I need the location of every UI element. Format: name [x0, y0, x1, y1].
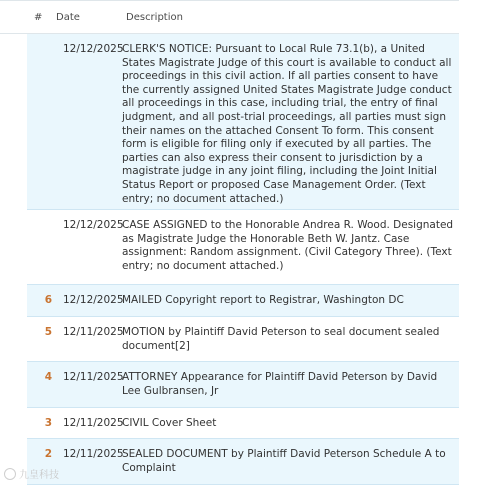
table-row [27, 34, 459, 210]
entry-description: CLERK'S NOTICE: Pursuant to Local Rule 73.1(b), a United States Magistrate Judge of this court is available to conduct all proceedings in this civil action. If all parties consent to have the currently assigned United States Magistrate Judge conduct all proceedings in this case, including trial, the entry of final judgment, and all post-trial proceedings, all parties must sign their names on the attached Consent To form. This consent form is eligible for filing only if executed by all parties. The parties can also express their consent to jurisdiction by a magistrate judge in any joint filing, including the Joint Initial Status Report or proposed Case Management Order. (Text entry; no document attached.) [122, 43, 452, 205]
column-header-description: Description [126, 12, 183, 23]
watermark-text: 九皇科技 [19, 470, 59, 481]
entry-date: 12/11/2025 [63, 371, 124, 383]
table-row [27, 362, 459, 408]
table-row [27, 210, 459, 285]
entry-date: 12/12/2025 [63, 43, 124, 55]
entry-number: 3 [44, 417, 52, 429]
watermark-logo-icon [4, 468, 16, 480]
entry-description: MAILED Copyright report to Registrar, Washington DC [122, 294, 404, 306]
watermark [4, 466, 59, 481]
column-header-number: # [34, 12, 43, 23]
entry-date: 12/11/2025 [63, 417, 124, 429]
entry-date: 12/11/2025 [63, 326, 124, 338]
entry-number: 4 [44, 371, 52, 383]
entry-description: SEALED DOCUMENT by Plaintiff David Peterson Schedule A to Complaint [122, 448, 446, 474]
entry-number: 5 [44, 326, 52, 338]
entry-date: 12/12/2025 [63, 294, 124, 306]
table-row [27, 408, 459, 439]
entry-description: CASE ASSIGNED to the Honorable Andrea R. Wood. Designated as Magistrate Judge the Honorable Beth W. Jantz. Case assignment: Random assignment. (Civil Category Three). (Text entry; no document attached.) [122, 219, 454, 272]
entry-number: 6 [44, 294, 52, 306]
entry-description: MOTION by Plaintiff David Peterson to seal document sealed document[2] [122, 326, 440, 352]
entry-description: ATTORNEY Appearance for Plaintiff David Peterson by David Lee Gulbransen, Jr [122, 371, 438, 397]
column-header-date: Date [56, 12, 80, 23]
table-row [27, 439, 459, 485]
entry-date: 12/12/2025 [63, 219, 124, 231]
table-row [27, 317, 459, 362]
entry-number: 2 [44, 448, 52, 460]
table-row [27, 285, 459, 317]
entry-date: 12/11/2025 [63, 448, 124, 460]
entry-description: CIVIL Cover Sheet [122, 417, 217, 429]
table-header [0, 0, 459, 34]
